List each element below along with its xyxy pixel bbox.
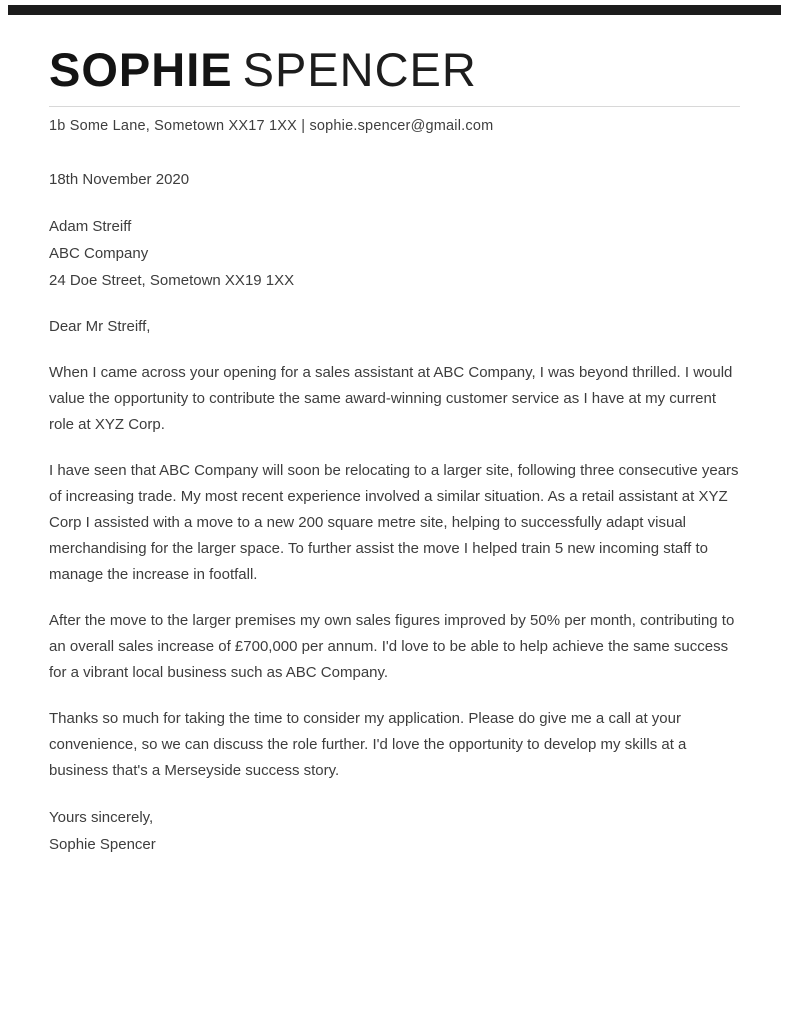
applicant-first-name: SOPHIE xyxy=(49,43,233,96)
salutation: Dear Mr Streiff, xyxy=(49,318,151,335)
applicant-name xyxy=(49,43,740,96)
recipient-block xyxy=(49,213,740,294)
letter-header xyxy=(49,43,740,134)
letter-body xyxy=(49,167,740,858)
body-paragraph: I have seen that ABC Company will soon be relocating to a larger site, following three consecutive years of increasing trade. My most recent experience involved a similar situation. As a retail assistant at XYZ Corp I assisted with a move to a new 200 square metre site, helping to successfully adapt visual merchandising for the larger space. To further assist the move I helped train 5 new incoming staff to manage the increase in footfall. xyxy=(49,462,739,583)
page-content xyxy=(0,43,789,858)
recipient-company: ABC Company xyxy=(49,245,149,262)
top-accent-bar xyxy=(8,5,781,15)
applicant-last-name: SPENCER xyxy=(242,43,477,96)
body-paragraph: When I came across your opening for a sales assistant at ABC Company, I was beyond thrilled. I would value the opportunity to contribute the same award-winning customer service as I have at my current role at XYZ Corp. xyxy=(49,364,733,433)
recipient-address: 24 Doe Street, Sometown XX19 1XX xyxy=(49,272,295,289)
signature-name: Sophie Spencer xyxy=(49,836,156,853)
closing-line: Yours sincerely, xyxy=(49,809,154,826)
closing-block xyxy=(49,804,740,858)
body-paragraph: After the move to the larger premises my own sales figures improved by 50% per month, contributing to an overall sales increase of £700,000 per annum. I'd love to be able to help achieve the same success for a vibrant local business such as ABC Company. xyxy=(49,612,735,681)
header-divider xyxy=(49,106,740,107)
recipient-name: Adam Streiff xyxy=(49,218,132,235)
body-paragraph: Thanks so much for taking the time to consider my application. Please do give me a call at your convenience, so we can discuss the role further. I'd love the opportunity to develop my skills at a business that's a Merseyside success story. xyxy=(49,710,687,779)
cover-letter-page xyxy=(0,5,789,1034)
contact-line: 1b Some Lane, Sometown XX17 1XX | sophie.spencer@gmail.com xyxy=(49,118,494,134)
letter-date: 18th November 2020 xyxy=(49,171,190,188)
